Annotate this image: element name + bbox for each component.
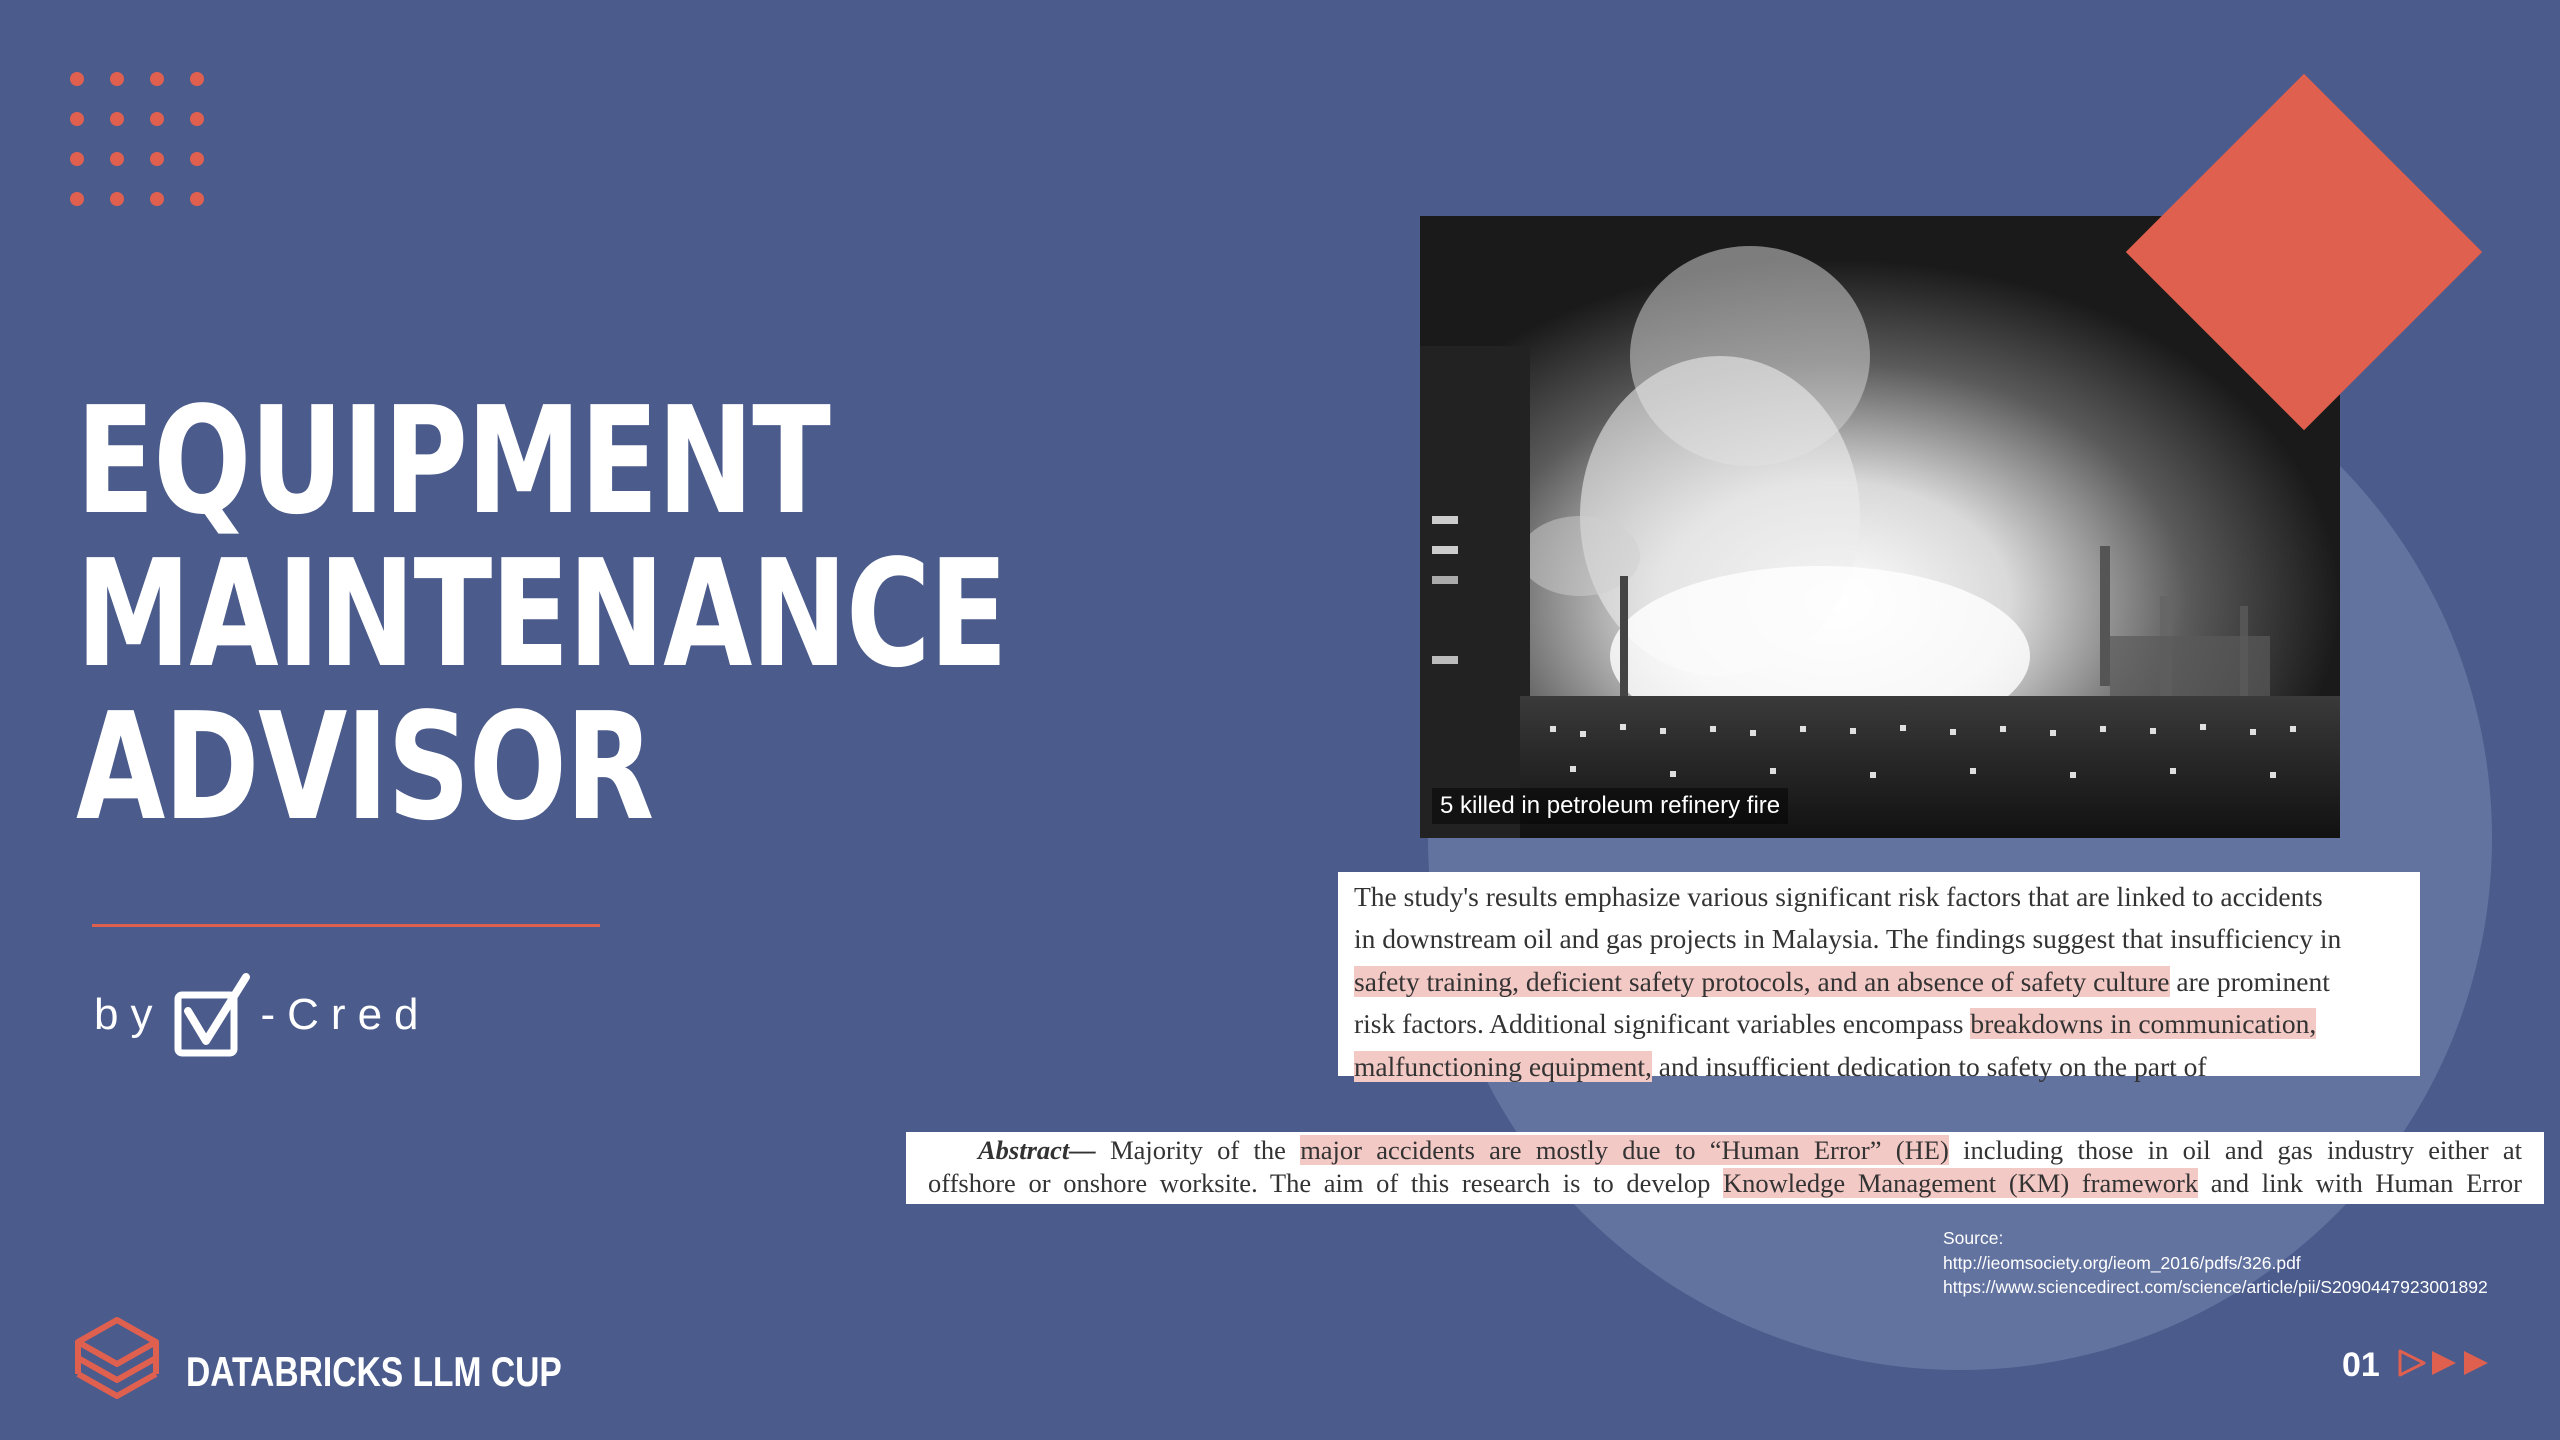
- byline-suffix: -Cred: [260, 990, 431, 1039]
- title-line-2: MAINTENANCE: [76, 528, 1007, 700]
- abstract-line-1-end: including those in oil and gas industry either at: [1948, 1135, 2522, 1165]
- photo-caption: 5 killed in petroleum refinery fire: [1432, 788, 1788, 824]
- byline-prefix: by: [94, 990, 165, 1039]
- stacked-layers-logo-icon: [72, 1316, 162, 1408]
- source-link-2[interactable]: https://www.sciencedirect.com/science/article/pii/S2090447923001892: [1943, 1277, 2488, 1297]
- excerpt-line-5-rest: and insufficient dedication to safety on the part of: [1651, 1050, 2207, 1082]
- highlight-safety-factors: safety training, deficient safety protocols, and an absence of safety culture: [1354, 965, 2170, 997]
- source-link-1[interactable]: http://ieomsociety.org/ieom_2016/pdfs/326.pdf: [1943, 1252, 2301, 1273]
- checkbox-logo-icon: [172, 971, 254, 1059]
- page-number: 01: [2342, 1346, 2380, 1384]
- abstract-excerpt: [906, 1132, 2544, 1204]
- excerpt-line-3-rest: are prominent: [2169, 965, 2330, 997]
- excerpt-line-4-start: risk factors. Additional significant variables encompass: [1354, 1008, 1971, 1040]
- excerpt-line-5: [1354, 1046, 2410, 1088]
- footer-brand-name: DATABRICKS LLM CUP: [186, 1348, 562, 1395]
- byline: [94, 970, 431, 1060]
- excerpt-line-2: in downstream oil and gas projects in Malaysia. The findings suggest that insufficiency in: [1354, 923, 2342, 955]
- abstract-line-2-start: offshore or onshore worksite. The aim of this research is to develop: [928, 1168, 1723, 1198]
- highlight-communication: breakdowns in communication,: [1970, 1008, 2317, 1040]
- abstract-line-2: [928, 1167, 2522, 1200]
- abstract-label: Abstract—: [978, 1135, 1096, 1165]
- excerpt-line-1: The study's results emphasize various significant risk factors that are linked to accidents: [1354, 881, 2323, 912]
- study-excerpt: [1338, 872, 2420, 1082]
- abstract-line-1: [928, 1134, 2522, 1167]
- highlight-equipment: malfunctioning equipment,: [1354, 1050, 1652, 1082]
- highlight-km-framework: Knowledge Management (KM) framework: [1723, 1168, 2199, 1198]
- title-divider: [92, 924, 600, 927]
- highlight-human-error: major accidents are mostly due to “Human Error” (HE): [1300, 1135, 1949, 1165]
- abstract-line-2-end: and link with Human Error: [2198, 1168, 2522, 1198]
- source-label: Source:: [1943, 1228, 2004, 1248]
- source-citations: [1943, 1226, 2488, 1300]
- title-line-3: ADVISOR: [76, 681, 653, 853]
- excerpt-line-3: [1354, 961, 2410, 1003]
- slide-title: [76, 375, 1007, 853]
- excerpt-line-4: [1354, 1003, 2410, 1045]
- triple-arrow-icon[interactable]: [2398, 1347, 2494, 1379]
- dot-grid-decoration: [70, 72, 204, 206]
- abstract-line-1-start: Majority of the: [1095, 1135, 1301, 1165]
- title-line-1: EQUIPMENT: [76, 375, 830, 547]
